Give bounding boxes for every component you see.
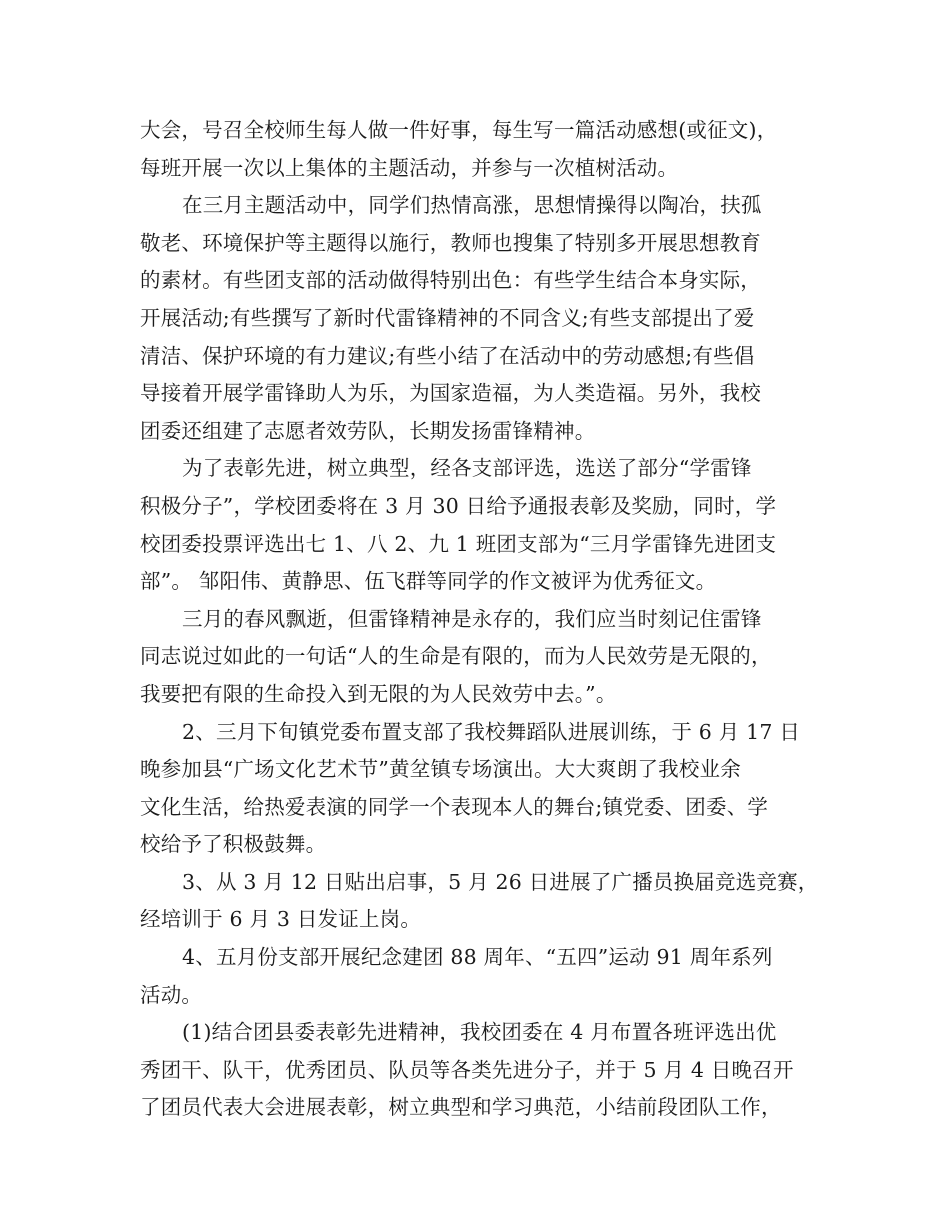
text-line: 三月的春风飘逝，但雷锋精神是永存的，我们应当时刻记住雷锋 (182, 606, 762, 631)
text-line: 为了表彰先进，树立典型，经各支部评选，选送了部分“学雷锋 (182, 456, 752, 481)
text-line: 大会，号召全校师生每人做一件好事，每生写一篇活动感想(或征文)， (140, 118, 778, 142)
text-line: 每班开展一次以上集体的主题活动，并参与一次植树活动。 (140, 155, 679, 180)
text-line: 同志说过如此的一句话“人的生命是有限的，而为人民效劳是无限的， (140, 644, 772, 669)
text-line: 晚参加县“广场文化艺术节”黄坌镇专场演出。大大爽朗了我校业余 (140, 757, 741, 782)
text-line: 3、从 3 月 12 日贴出启事，5 月 26 日进展了广播员换届竞选竞赛， (182, 869, 819, 894)
text-line: 清洁、保护环境的有力建议;有些小结了在活动中的劳动感想;有些倡 (140, 343, 755, 368)
text-line: 了团员代表大会进展表彰，树立典型和学习典范，小结前段团队工作， (140, 1095, 782, 1120)
text-line: 部”。 邹阳伟、黄静思、伍飞群等同学的作文被评为优秀征文。 (140, 569, 717, 594)
text-line: 秀团干、队干，优秀团员、队员等各类先进分子，并于 5 月 4 日晚召开 (140, 1057, 794, 1082)
text-line: 文化生活，给热爱表演的同学一个表现本人的舞台;镇党委、团委、学 (140, 794, 769, 819)
text-line: 我要把有限的生命投入到无限的为人民效劳中去。”。 (140, 681, 617, 706)
text-line: 经培训于 6 月 3 日发证上岗。 (140, 907, 422, 932)
text-line: 导接着开展学雷锋助人为乐，为国家造福，为人类造福。另外，我校 (140, 381, 761, 406)
text-line: 敬老、环境保护等主题得以施行，教师也搜集了特别多开展思想教育 (140, 230, 761, 255)
text-line: 校团委投票评选出七 1、八 2、九 1 班团支部为“三月学雷锋先进团支 (140, 531, 777, 556)
document-body (140, 112, 830, 1127)
text-line: 积极分子”，学校团委将在 3 月 30 日给予通报表彰及奖励，同时，学 (140, 493, 777, 518)
text-line: (1)结合团县委表彰先进精神，我校团委在 4 月布置各班评选出优 (182, 1020, 777, 1045)
text-line: 校给予了积极鼓舞。 (140, 832, 327, 857)
text-line: 的素材。有些团支部的活动做得特别出色：有些学生结合本身实际， (140, 268, 761, 293)
text-line: 团委还组建了志愿者效劳队，长期发扬雷锋精神。 (140, 418, 596, 443)
text-line: 在三月主题活动中，同学们热情高涨，思想情操得以陶冶，扶孤 (182, 193, 762, 218)
text-line: 活动。 (140, 982, 203, 1007)
text-line: 4、五月份支部开展纪念建团 88 周年、“五四”运动 91 周年系列 (182, 945, 773, 970)
text-line: 2、三月下旬镇党委布置支部了我校舞蹈队进展训练，于 6 月 17 日 (182, 719, 801, 744)
text-line: 开展活动;有些撰写了新时代雷锋精神的不同含义;有些支部提出了爱 (140, 305, 755, 330)
